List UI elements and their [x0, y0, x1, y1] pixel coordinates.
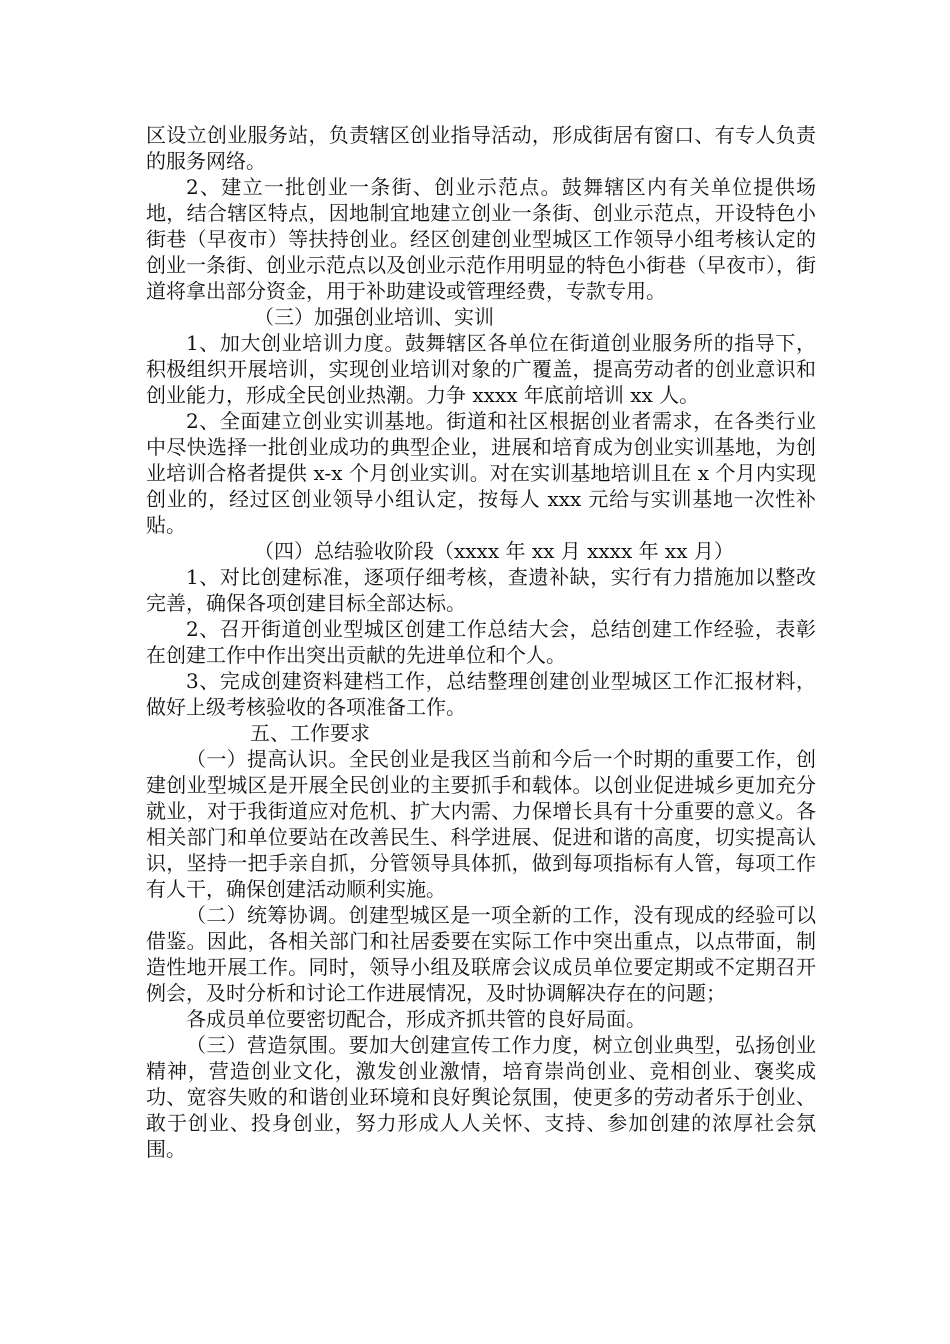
- document-page: [146, 122, 816, 1162]
- paragraph-continuation: 区设立创业服务站，负责辖区创业指导活动，形成街居有窗口、有专人负责的服务网络。: [146, 123, 816, 173]
- paragraph-item: 各成员单位要密切配合，形成齐抓共管的良好局面。: [186, 1007, 646, 1031]
- paragraph-item: 3、完成创建资料建档工作，总结整理创建创业型城区工作汇报材料，做好上级考核验收的各项准备工作。: [146, 669, 816, 719]
- paragraph-item: （一）提高认识。全民创业是我区当前和今后一个时期的重要工作，创建创业型城区是开展全民创业的主要抓手和载体。以创业促进城乡更加充分就业，对于我街道应对危机、扩大内需、力保增长具有十分重要的意义。各相关部门和单位要站在改善民生、科学进展、促进和谐的高度，切实提高认识，坚持一把手亲自抓，分管领导具体抓，做到每项指标有人管，每项工作有人干，确保创建活动顺利实施。: [146, 747, 816, 901]
- paragraph-item: 2、建立一批创业一条街、创业示范点。鼓舞辖区内有关单位提供场地，结合辖区特点，因地制宜地建立创业一条街、创业示范点，开设特色小街巷（早夜市）等扶持创业。经区创建创业型城区工作领导小组考核认定的创业一条街、创业示范点以及创业示范作用明显的特色小街巷（早夜市），街道将拿出部分资金，用于补助建设或管理经费，专款专用。: [146, 175, 816, 303]
- paragraph-item: 1、加大创业培训力度。鼓舞辖区各单位在街道创业服务所的指导下，积极组织开展培训，实现创业培训对象的广覆盖，提高劳动者的创业意识和创业能力，形成全民创业热潮。力争 xxxx 年底前培训 xx 人。: [146, 331, 816, 407]
- paragraph-item: （二）统筹协调。创建型城区是一项全新的工作，没有现成的经验可以借鉴。因此，各相关部门和社居委要在实际工作中突出重点，以点带面，制造性地开展工作。同时，领导小组及联席会议成员单位要定期或不定期召开例会，及时分析和讨论工作进展情况，及时协调解决存在的问题；: [146, 903, 816, 1005]
- paragraph-item: 2、召开街道创业型城区创建工作总结大会，总结创建工作经验，表彰在创建工作中作出突出贡献的先进单位和个人。: [146, 617, 816, 667]
- paragraph-item: 2、全面建立创业实训基地。街道和社区根据创业者需求，在各类行业中尽快选择一批创业成功的典型企业，进展和培育成为创业实训基地，为创业培训合格者提供 x-x 个月创业实训。对在实训基地培训且在 x 个月内实现创业的，经过区创业领导小组认定，按每人 xxx 元给与实训基地一次性补贴。: [146, 409, 816, 537]
- paragraph-item: 1、对比创建标准，逐项仔细考核，查遗补缺，实行有力措施加以整改完善，确保各项创建目标全部达标。: [146, 565, 816, 615]
- paragraph-item: （三）营造氛围。要加大创建宣传工作力度，树立创业典型，弘扬创业精神，营造创业文化，激发创业激情，培育崇尚创业、竞相创业、褒奖成功、宽容失败的和谐创业环境和良好舆论氛围，使更多的劳动者乐于创业、敢于创业、投身创业，努力形成人人关怀、支持、参加创建的浓厚社会氛围。: [146, 1033, 816, 1161]
- section-heading: 五、工作要求: [250, 721, 370, 745]
- section-subheading: （四）总结验收阶段（xxxx 年 xx 月 xxxx 年 xx 月）: [254, 539, 734, 563]
- section-subheading: （三）加强创业培训、实训: [254, 305, 494, 329]
